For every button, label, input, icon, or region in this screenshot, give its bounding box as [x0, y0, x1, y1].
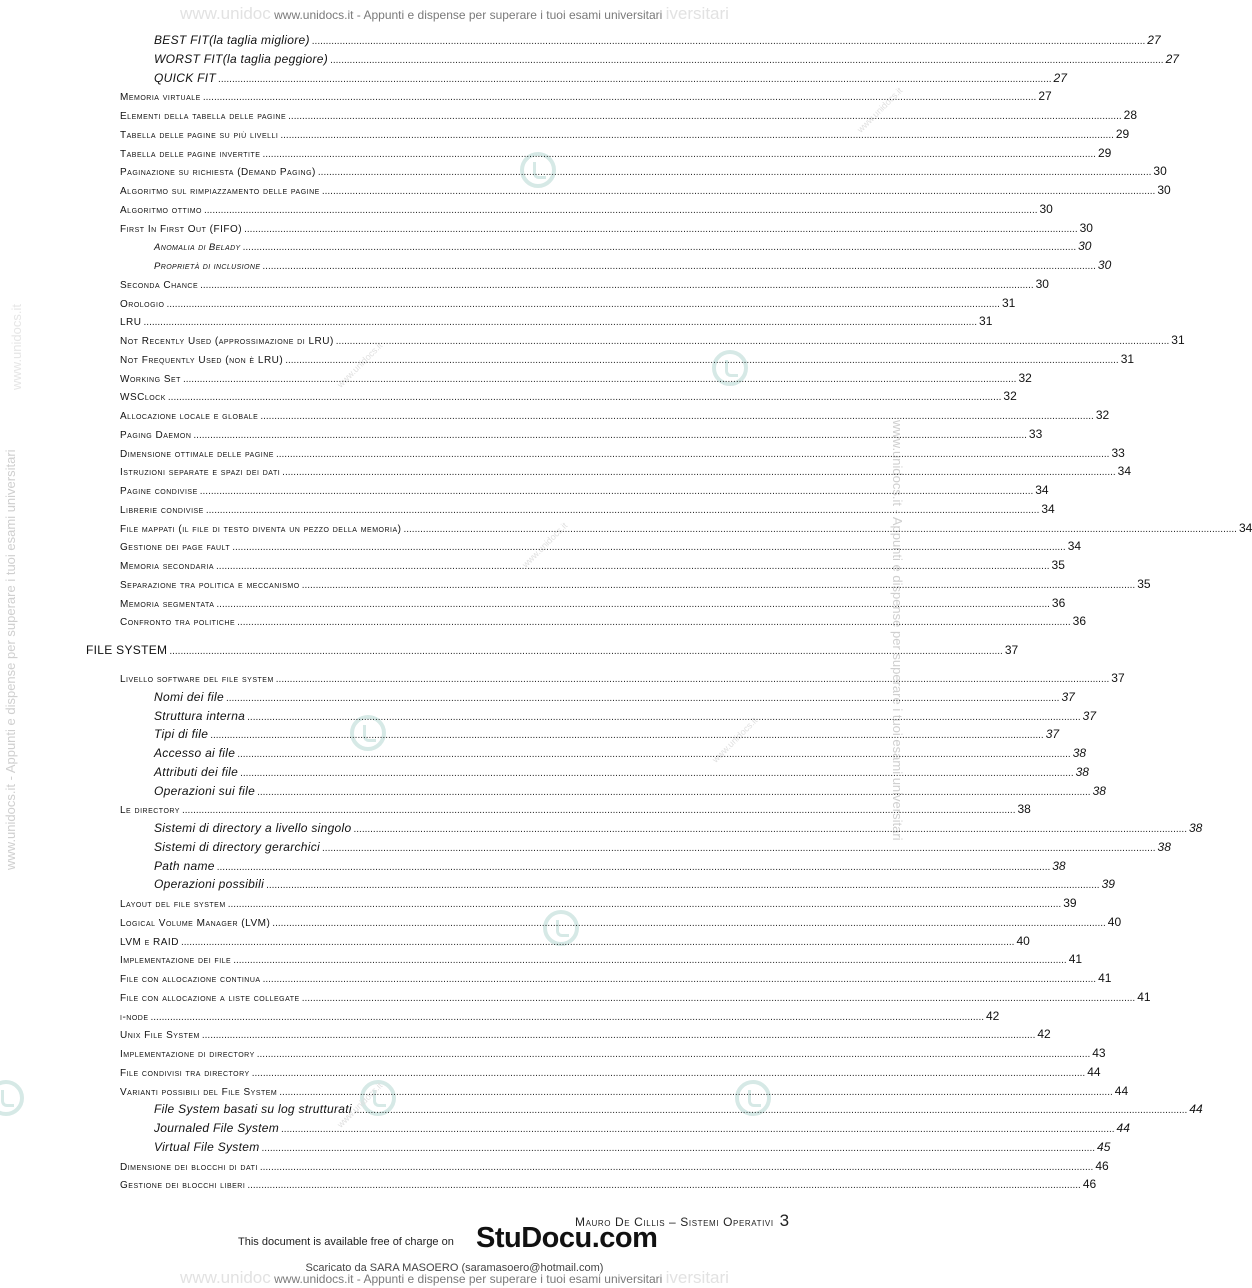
toc-entry-page: 46	[1095, 1158, 1109, 1173]
toc-entry[interactable]	[120, 614, 1087, 632]
toc-entry[interactable]	[120, 971, 1112, 989]
toc-entry-page: 29	[1097, 145, 1112, 160]
toc-entry[interactable]	[120, 671, 1125, 689]
toc-entry[interactable]	[120, 276, 1049, 295]
toc-entry-title: Operazioni possibili	[154, 877, 265, 892]
watermark-top-ghost-right: iversitari	[665, 4, 729, 23]
toc-entry[interactable]	[120, 914, 1122, 933]
toc-entry[interactable]	[120, 539, 1082, 557]
watermark-diagonal: www.unidocs.it	[520, 520, 570, 570]
toc-dot-leader: ............................................................................................................................................................................................................................................................................................................	[322, 842, 1156, 854]
toc-entry[interactable]	[120, 933, 1030, 952]
toc-entry-title: Istruzioni separate e spazi dei dati	[120, 467, 281, 479]
toc-entry-title: Paginazione su richiesta (Demand Paging)	[120, 167, 316, 179]
toc-entry-title: Tipi di file	[154, 727, 209, 742]
toc-entry-page: 44	[1116, 1121, 1130, 1135]
toc-dot-leader: ............................................................................................................................................................................................................................................................................................................	[353, 824, 1187, 835]
toc-entry-title: Virtual File System	[154, 1139, 260, 1154]
toc-entry-page: 30	[1079, 220, 1093, 235]
toc-entry-page: 38	[1072, 746, 1087, 760]
toc-entry[interactable]	[120, 426, 1043, 445]
toc-entry-page: 27	[1053, 70, 1067, 85]
toc-entry-page: 36	[1072, 614, 1087, 629]
toc-dot-leader: ............................................................................................................................................................................................................................................................................................................	[317, 167, 1152, 179]
toc-entry-page: 44	[1189, 1102, 1203, 1117]
toc-entry-title: FILE SYSTEM	[86, 643, 168, 657]
toc-entry[interactable]	[120, 183, 1171, 201]
toc-entry-page: 34	[1041, 501, 1055, 516]
toc-entry-title: File System basati su log strutturati	[154, 1102, 352, 1117]
toc-entry-page: 42	[1037, 1027, 1051, 1042]
toc-entry-title: Unix File System	[120, 1030, 200, 1042]
toc-entry-page: 41	[1137, 989, 1151, 1004]
watermark-right: www.unidocs.it - Appunti e dispense per superare i tuoi esami universitari	[890, 420, 905, 841]
watermark-diagonal: www.unidocs.it	[855, 85, 905, 135]
toc-dot-leader: ............................................................................................................................................................................................................................................................................................................	[335, 336, 1170, 347]
toc-entry[interactable]	[120, 295, 1016, 314]
toc-entry[interactable]	[120, 351, 1135, 370]
toc-entry-title: File condivisi tra directory	[120, 1067, 250, 1079]
toc-dot-leader: ............................................................................................................................................................................................................................................................................................................	[353, 1105, 1188, 1117]
toc-entry-page: 32	[1018, 370, 1032, 385]
toc-dot-leader: ............................................................................................................................................................................................................................................................................................................	[202, 92, 1037, 104]
toc-entry[interactable]	[154, 1139, 1111, 1158]
toc-entry-title: Confronto tra politiche	[120, 617, 236, 629]
toc-entry-page: 27	[1165, 51, 1179, 66]
toc-entry-title: Le directory	[120, 805, 180, 817]
studocu-logo[interactable]: StuDocu.com	[476, 1222, 658, 1254]
toc-entry-page: 31	[1171, 333, 1185, 347]
toc-entry[interactable]	[154, 783, 1106, 802]
toc-entry[interactable]	[120, 576, 1151, 595]
toc-entry[interactable]	[154, 727, 1060, 745]
watermark-top-text: www.unidocs.it - Appunti e dispense per superare i tuoi esami universitari	[274, 8, 663, 22]
toc-entry-page: 46	[1082, 1177, 1097, 1192]
toc-entry-page: 34	[1238, 520, 1252, 535]
toc-entry[interactable]	[154, 858, 1066, 877]
toc-entry[interactable]	[154, 258, 1112, 276]
toc-entry[interactable]	[154, 746, 1087, 764]
toc-entry-page: 31	[1120, 351, 1135, 366]
toc-entry-page: 29	[1115, 126, 1130, 141]
toc-entry-title: Working Set	[120, 373, 181, 385]
toc-entry-title: QUICK FIT	[154, 70, 217, 85]
toc-entry-page: 40	[1016, 933, 1030, 948]
toc-entry-title: Nomi dei file	[154, 689, 224, 704]
toc-entry-page: 30	[1153, 164, 1167, 179]
toc-dot-leader: ............................................................................................................................................................................................................................................................................................................	[244, 223, 1078, 235]
toc-entry-page: 34	[1067, 539, 1082, 554]
toc-dot-leader: ............................................................................................................................................................................................................................................................................................................	[288, 111, 1122, 122]
toc-entry-page: 30	[1035, 276, 1049, 291]
watermark-left: www.unidocs.it - Appunti e dispense per superare i tuoi esami universitari	[3, 449, 18, 870]
toc-dot-leader: ............................................................................................................................................................................................................................................................................................................	[218, 73, 1052, 85]
toc-entry[interactable]	[154, 51, 1179, 70]
toc-dot-leader: ............................................................................................................................................................................................................................................................................................................	[205, 504, 1040, 516]
toc-entry[interactable]	[120, 314, 993, 332]
toc-entry-page: 38	[1188, 821, 1203, 835]
toc-entry[interactable]	[154, 239, 1092, 257]
toc-entry-title: Journaled File System	[154, 1121, 280, 1135]
toc-entry-title: File con allocazione a liste collegate	[120, 992, 300, 1004]
toc-entry-title: Algoritmo ottimo	[120, 204, 202, 216]
toc-entry[interactable]	[120, 1083, 1129, 1102]
toc-entry[interactable]	[120, 558, 1065, 576]
toc-dot-leader: ............................................................................................................................................................................................................................................................................................................	[259, 1161, 1094, 1173]
toc-entry-page: 27	[1038, 89, 1052, 104]
toc-entry-page: 42	[986, 1008, 1000, 1023]
toc-entry[interactable]	[120, 370, 1032, 389]
toc-dot-leader: ............................................................................................................................................................................................................................................................................................................	[403, 523, 1237, 535]
toc-dot-leader: ............................................................................................................................................................................................................................................................................................................	[262, 148, 1096, 160]
toc-entry[interactable]	[120, 108, 1137, 126]
toc-dot-leader: ............................................................................................................................................................................................................................................................................................................	[210, 730, 1044, 742]
toc-dot-leader: ............................................................................................................................................................................................................................................................................................................	[150, 1011, 984, 1023]
toc-entry-title: Logical Volume Manager (LVM)	[120, 917, 271, 929]
toc-entry[interactable]	[120, 896, 1077, 914]
toc-entry-page: 32	[1095, 408, 1110, 422]
toc-entry-title: Memoria secondaria	[120, 561, 215, 572]
toc-dot-leader: ............................................................................................................................................................................................................................................................................................................	[262, 974, 1097, 985]
toc-entry-page: 30	[1039, 201, 1053, 216]
toc-entry[interactable]	[120, 408, 1110, 426]
toc-dot-leader: ............................................................................................................................................................................................................................................................................................................	[301, 579, 1136, 591]
toc-dot-leader: ............................................................................................................................................................................................................................................................................................................	[257, 786, 1091, 798]
toc-entry-title: Allocazione locale e globale	[120, 411, 259, 422]
watermark-diagonal: www.unidocs.it	[710, 715, 760, 765]
toc-dot-leader: ............................................................................................................................................................................................................................................................................................................	[251, 1067, 1086, 1079]
toc-entry[interactable]	[154, 33, 1161, 51]
toc-entry-page: 31	[1001, 295, 1016, 310]
toc-entry-title: Gestione dei page fault	[120, 542, 231, 554]
toc-dot-leader: ............................................................................................................................................................................................................................................................................................................	[275, 448, 1110, 460]
toc-entry-title: Orologio	[120, 298, 165, 310]
toc-dot-leader: ............................................................................................................................................................................................................................................................................................................	[261, 1142, 1096, 1154]
toc-entry-page: 43	[1092, 1046, 1106, 1060]
toc-dot-leader: ............................................................................................................................................................................................................................................................................................................	[301, 992, 1136, 1004]
toc-entry[interactable]	[120, 595, 1066, 614]
toc-dot-leader: ............................................................................................................................................................................................................................................................................................................	[199, 486, 1034, 497]
toc-entry-title: Memoria virtuale	[120, 92, 201, 104]
toc-entry-page: 37	[1082, 708, 1097, 723]
toc-entry[interactable]	[120, 1064, 1101, 1083]
toc-dot-leader: ............................................................................................................................................................................................................................................................................................................	[216, 598, 1050, 610]
toc-entry-page: 37	[1045, 727, 1060, 742]
toc-entry-title: Implementazione di directory	[120, 1049, 255, 1060]
toc-entry-title: Paging Daemon	[120, 429, 192, 441]
toc-entry[interactable]	[120, 145, 1112, 164]
toc-dot-leader: ............................................................................................................................................................................................................................................................................................................	[321, 186, 1156, 197]
toc-entry-title: Livello software del file system	[120, 674, 274, 685]
toc-dot-leader: ............................................................................................................................................................................................................................................................................................................	[247, 711, 1081, 723]
watermark-top-ghost-left: www.unidoc	[180, 4, 271, 23]
toc-entry-page: 39	[1063, 896, 1077, 910]
toc-entry[interactable]	[120, 483, 1049, 501]
toc-entry-title: Attributi dei file	[154, 764, 239, 779]
toc-entry-title: Sistemi di directory a livello singolo	[154, 821, 352, 835]
toc-dot-leader: ............................................................................................................................................................................................................................................................................................................	[242, 242, 1077, 254]
toc-dot-leader: ............................................................................................................................................................................................................................................................................................................	[247, 1180, 1081, 1192]
toc-dot-leader: ............................................................................................................................................................................................................................................................................................................	[204, 204, 1038, 216]
watermark-top	[0, 4, 909, 24]
toc-entry-page: 33	[1028, 426, 1043, 441]
toc-entry[interactable]	[120, 989, 1151, 1008]
toc-entry-title: Not Frequently Used (non è LRU)	[120, 354, 284, 366]
toc-entry-page: 32	[1003, 389, 1017, 404]
toc-entry-page: 33	[1111, 445, 1125, 460]
page-number: 3	[779, 1211, 790, 1230]
toc-entry-title: Seconda Chance	[120, 279, 199, 291]
toc-entry[interactable]	[120, 464, 1132, 482]
toc-entry-title: Not Recently Used (approssimazione di LRU)	[120, 336, 334, 347]
toc-entry[interactable]	[120, 1158, 1109, 1177]
downloaded-by-note: Scaricato da SARA MASOERO (saramasoero@hotmail.com)	[305, 1262, 604, 1274]
watermark-diagonal: www.unidocs.it	[335, 1080, 385, 1130]
toc-dot-leader: ............................................................................................................................................................................................................................................................................................................	[167, 392, 1002, 404]
toc-dot-leader: ............................................................................................................................................................................................................................................................................................................	[233, 955, 1067, 967]
toc-dot-leader: ............................................................................................................................................................................................................................................................................................................	[180, 936, 1015, 948]
toc-entry-title: Tabella delle pagine invertite	[120, 148, 261, 160]
toc-entry[interactable]	[154, 689, 1075, 708]
toc-dot-leader: ............................................................................................................................................................................................................................................................................................................	[260, 411, 1094, 422]
toc-entry-title: Sistemi di directory gerarchici	[154, 839, 321, 854]
toc-entry-title: BEST FIT(la taglia migliore)	[154, 33, 310, 47]
toc-dot-leader: ............................................................................................................................................................................................................................................................................................................	[330, 54, 1164, 66]
toc-entry-page: 40	[1107, 914, 1122, 929]
toc-entry[interactable]	[154, 821, 1203, 839]
watermark-bottom-ghost-left: www.unidoc	[180, 1268, 271, 1287]
toc-entry-title: Proprietà di inclusione	[154, 261, 261, 272]
toc-entry-page: 39	[1101, 877, 1115, 892]
toc-dot-leader: ............................................................................................................................................................................................................................................................................................................	[182, 373, 1017, 385]
toc-dot-leader: ............................................................................................................................................................................................................................................................................................................	[216, 861, 1051, 873]
toc-entry-title: i-node	[120, 1011, 149, 1023]
toc-entry-page: 37	[1111, 671, 1125, 685]
toc-entry-page: 31	[979, 314, 993, 329]
toc-dot-leader: ............................................................................................................................................................................................................................................................................................................	[143, 317, 978, 329]
toc-entry[interactable]	[154, 708, 1097, 727]
toc-entry[interactable]	[154, 1102, 1203, 1120]
toc-entry-title: Dimensione dei blocchi di dati	[120, 1161, 258, 1173]
watermark-diagonal: www.unidocs.it	[335, 340, 385, 390]
toc-entry-title: Path name	[154, 858, 215, 873]
toc-dot-leader: ............................................................................................................................................................................................................................................................................................................	[281, 1124, 1115, 1135]
toc-entry-page: 30	[1157, 183, 1171, 197]
toc-entry-page: 45	[1097, 1139, 1111, 1154]
availability-note: This document is available free of charge on	[238, 1236, 454, 1248]
watermark-bottom	[0, 1268, 909, 1288]
toc-entry[interactable]	[154, 1121, 1130, 1139]
toc-entry[interactable]	[120, 520, 1252, 539]
toc-dot-leader: ............................................................................................................................................................................................................................................................................................................	[166, 298, 1000, 310]
toc-entry-title: Dimensione ottimale delle pagine	[120, 448, 274, 460]
toc-dot-leader: ............................................................................................................................................................................................................................................................................................................	[169, 646, 1003, 657]
toc-entry-title: Elementi della tabella delle pagine	[120, 111, 287, 122]
toc-entry-page: 37	[1061, 689, 1075, 704]
toc-entry[interactable]	[120, 1046, 1106, 1064]
toc-entry-page: 38	[1092, 783, 1106, 798]
toc-entry[interactable]	[120, 802, 1031, 820]
toc-entry-title: Implementazione dei file	[120, 955, 232, 967]
toc-entry-page: 44	[1114, 1083, 1129, 1098]
toc-entry-title: Anomalia di Belady	[154, 242, 241, 254]
toc-entry-page: 41	[1098, 971, 1112, 985]
toc-dot-leader: ............................................................................................................................................................................................................................................................................................................	[275, 674, 1110, 685]
toc-entry-page: 38	[1075, 764, 1089, 779]
toc-dot-leader: ............................................................................................................................................................................................................................................................................................................	[280, 129, 1114, 141]
toc-entry-page: 41	[1068, 952, 1083, 967]
toc-entry[interactable]	[120, 389, 1017, 407]
watermark-left-ghost: www.unidocs.it	[9, 304, 24, 390]
toc-entry-page: 37	[1004, 643, 1019, 657]
toc-entry[interactable]	[86, 643, 1019, 661]
toc-dot-leader: ............................................................................................................................................................................................................................................................................................................	[266, 880, 1100, 892]
toc-entry-title: Algoritmo sul rimpiazzamento delle pagine	[120, 186, 320, 197]
toc-entry[interactable]	[120, 1008, 1000, 1027]
footer-header-text: Mauro De Cillis – Sistemi Operativi	[575, 1215, 774, 1229]
toc-entry-page: 38	[1052, 858, 1066, 873]
toc-dot-leader: ............................................................................................................................................................................................................................................................................................................	[256, 1049, 1091, 1060]
toc-entry-title: File mappati (il file di testo diventa un pezzo della memoria)	[120, 523, 402, 535]
toc-entry-title: Memoria segmentata	[120, 598, 215, 610]
toc-dot-leader: ............................................................................................................................................................................................................................................................................................................	[240, 767, 1074, 779]
toc-entry-page: 27	[1147, 33, 1161, 47]
toc-entry-title: Accesso ai file	[154, 746, 236, 760]
watermark-bottom-ghost-right: iversitari	[665, 1268, 729, 1287]
toc-entry[interactable]	[154, 877, 1115, 895]
toc-dot-leader: ............................................................................................................................................................................................................................................................................................................	[272, 917, 1106, 929]
toc-entry-title: Tabella delle pagine su più livelli	[120, 129, 279, 141]
toc-entry-title: First In First Out (FIFO)	[120, 223, 243, 235]
toc-entry-title: Librerie condivise	[120, 504, 204, 516]
toc-entry-page: 35	[1137, 576, 1151, 591]
toc-entry-page: 38	[1017, 802, 1031, 817]
toc-dot-leader: ............................................................................................................................................................................................................................................................................................................	[237, 617, 1071, 629]
toc-dot-leader: ............................................................................................................................................................................................................................................................................................................	[201, 1030, 1036, 1042]
toc-entry[interactable]	[120, 201, 1053, 220]
toc-entry-page: 38	[1157, 839, 1171, 854]
toc-dot-leader: ............................................................................................................................................................................................................................................................................................................	[262, 261, 1096, 272]
toc-entry[interactable]	[154, 764, 1089, 783]
toc-entry[interactable]	[154, 70, 1067, 89]
toc-entry-title: WORST FIT(la taglia peggiore)	[154, 51, 329, 66]
toc-entry-page: 30	[1097, 258, 1112, 272]
toc-entry-title: LVM e RAID	[120, 936, 179, 948]
toc-dot-leader: ............................................................................................................................................................................................................................................................................................................	[181, 805, 1016, 817]
toc-entry-page: 30	[1078, 239, 1092, 254]
toc-entry-title: Struttura interna	[154, 708, 246, 723]
toc-entry-title: Operazioni sui file	[154, 783, 256, 798]
toc-entry-page: 34	[1035, 483, 1049, 497]
toc-entry-title: File con allocazione continua	[120, 974, 261, 985]
toc-dot-leader: ............................................................................................................................................................................................................................................................................................................	[311, 36, 1146, 47]
toc-dot-leader: ............................................................................................................................................................................................................................................................................................................	[237, 749, 1071, 760]
toc-entry[interactable]	[120, 501, 1055, 520]
toc-entry[interactable]	[120, 89, 1052, 107]
toc-entry-page: 44	[1087, 1064, 1101, 1079]
toc-entry[interactable]	[120, 333, 1185, 351]
toc-entry-title: Varianti possibili del File System	[120, 1086, 278, 1098]
toc-entry-title: Pagine condivise	[120, 486, 198, 497]
toc-dot-leader: ............................................................................................................................................................................................................................................................................................................	[279, 1086, 1113, 1098]
toc-entry[interactable]	[120, 952, 1083, 970]
toc-entry[interactable]	[154, 839, 1171, 858]
toc-entry[interactable]	[120, 1027, 1051, 1045]
toc-entry-page: 35	[1051, 558, 1065, 572]
toc-entry-title: Layout del file system	[120, 899, 226, 910]
toc-entry-page: 36	[1051, 595, 1066, 610]
toc-entry[interactable]	[120, 164, 1167, 182]
toc-dot-leader: ............................................................................................................................................................................................................................................................................................................	[225, 692, 1060, 704]
toc-entry-page: 34	[1117, 464, 1132, 479]
toc-dot-leader: ............................................................................................................................................................................................................................................................................................................	[200, 279, 1034, 291]
toc-dot-leader: ............................................................................................................................................................................................................................................................................................................	[193, 429, 1027, 441]
toc-entry[interactable]	[120, 220, 1093, 239]
toc-entry-title: Separazione tra politica e meccanismo	[120, 579, 300, 591]
toc-dot-leader: ............................................................................................................................................................................................................................................................................................................	[216, 561, 1050, 572]
toc-entry[interactable]	[120, 445, 1125, 464]
toc-entry-title: LRU	[120, 317, 142, 329]
toc-entry[interactable]	[120, 1177, 1097, 1195]
toc-entry-title: Gestione dei blocchi liberi	[120, 1180, 246, 1192]
watermark-bottom-text: www.unidocs.it - Appunti e dispense per superare i tuoi esami universitari	[274, 1272, 663, 1286]
watermark-logo-icon	[0, 1080, 24, 1116]
toc-entry-title: WSClock	[120, 392, 166, 404]
toc-entry[interactable]	[120, 126, 1130, 145]
toc-dot-leader: ............................................................................................................................................................................................................................................................................................................	[282, 467, 1116, 479]
toc-entry-page: 28	[1123, 108, 1137, 122]
toc-dot-leader: ............................................................................................................................................................................................................................................................................................................	[232, 542, 1066, 554]
toc-dot-leader: ............................................................................................................................................................................................................................................................................................................	[227, 899, 1062, 910]
toc-dot-leader: ............................................................................................................................................................................................................................................................................................................	[285, 354, 1119, 366]
